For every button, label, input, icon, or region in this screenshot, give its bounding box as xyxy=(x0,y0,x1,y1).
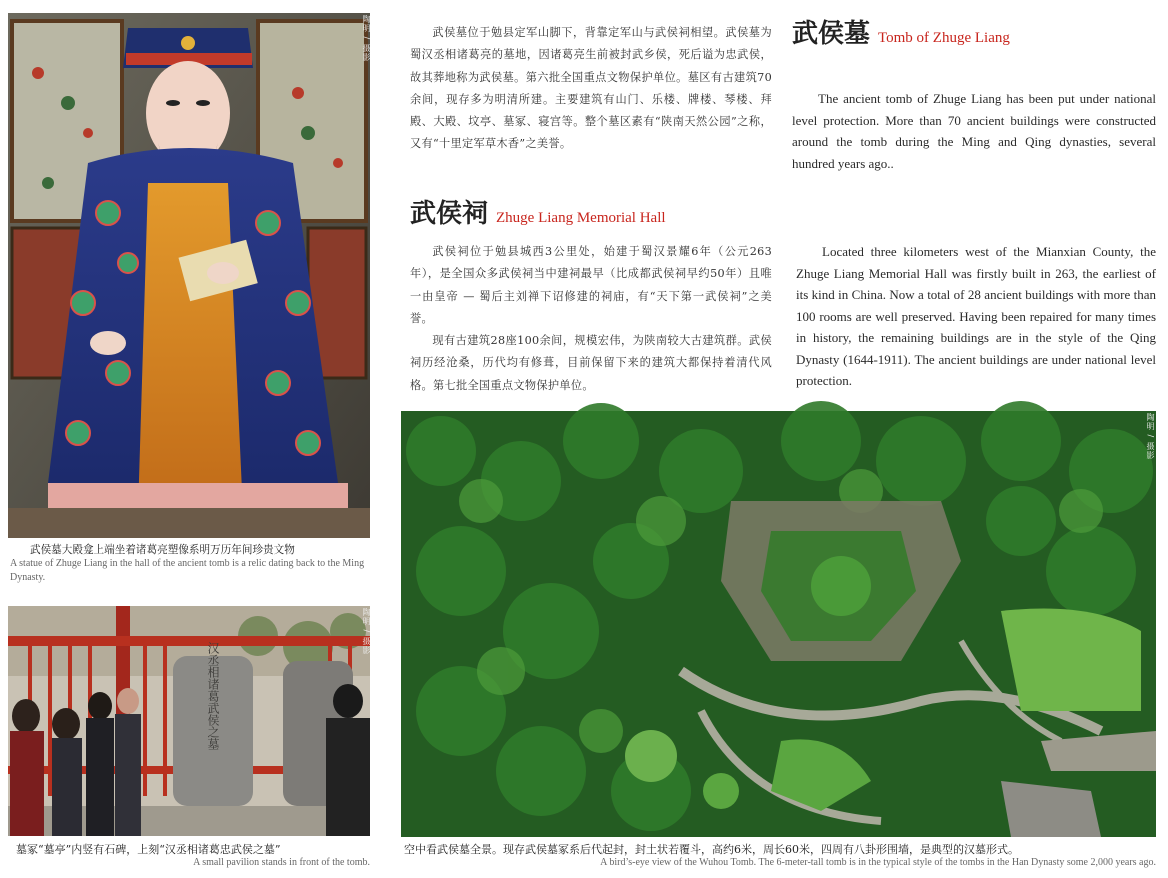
hall-paragraph-en: Located three kilometers west of the Mianxian County, the Zhuge Liang Memorial Hall was firstly built in 263, the earliest of its kind in China. Now a total of 28 ancient buildings with more than 100 rooms are well preserved. Having been repaired for many times in history, the remaining buildings are in the style of the Qing Dynasty (1644-1911). The ancient buildings are under national level protection. xyxy=(796,244,1156,388)
tomb-body-cn xyxy=(410,22,772,156)
statue-caption-en: A statue of Zhuge Liang in the hall of the ancient tomb is a relic dating back to the Ming Dynasty. xyxy=(10,558,365,583)
pavilion-photo-credit: 陶明 / 摄影 xyxy=(362,608,371,655)
aerial-photo xyxy=(401,411,1156,837)
statue-photo xyxy=(8,13,370,538)
aerial-photo-credit: 陶明 / 摄影 xyxy=(1146,413,1155,460)
hall-body-en xyxy=(796,241,1156,392)
tomb-paragraph-cn: 武侯墓位于勉县定军山脚下，背靠定军山与武侯祠相望。武侯墓为蜀汉丞相诸葛亮的墓地，因诸葛亮生前被封武乡侯，死后谥为忠武侯，故其葬地称为武侯墓。第六批全国重点文物保护单位。墓区有古建筑70余间，现存多为明清所建。主要建筑有山门、乐楼、牌楼、琴楼、拜殿、大殿、坟亭、墓冢、寝宫等。整个墓区素有“陕南天然公园”之称，又有“十里定军草木香”之美誉。 xyxy=(410,26,772,151)
pavilion-photo xyxy=(8,606,370,836)
pavilion-caption-en: A small pavilion stands in front of the tomb. xyxy=(193,857,370,868)
tomb-paragraph-en: The ancient tomb of Zhuge Liang has been put under national level protection. More than 70 ancient buildings were constructed around the tomb during the Ming and Qing dynasties, several hundred years ago.. xyxy=(792,91,1156,171)
tomb-title-en: Tomb of Zhuge Liang xyxy=(878,30,1010,46)
statue-caption-cn: 武侯墓大殿龛上端坐着诸葛亮塑像系明万历年间珍贵文物 xyxy=(30,544,295,556)
tomb-heading xyxy=(792,13,1010,50)
hall-paragraph-cn-1: 武侯祠位于勉县城西3公里处，始建于蜀汉景耀6年（公元263年），是全国众多武侯祠当中建祠最早（比成都武侯祠早约50年）且唯一由皇帝 — 蜀后主刘禅下诏修建的祠庙，有“天下第一武侯祠”之美誉。 xyxy=(410,245,772,325)
stele-inscription: 汉丞相诸葛武侯之墓 xyxy=(206,642,220,750)
hall-body-cn xyxy=(410,241,772,397)
hall-heading xyxy=(410,193,666,230)
pavilion-caption-cn: 墓冢“墓亭”内竖有石碑，上刻“汉丞相诸葛忠武侯之墓” xyxy=(16,843,281,856)
statue-photo-credit: 陶明 / 摄影 xyxy=(362,15,371,62)
tomb-title-cn: 武侯墓 xyxy=(792,19,871,49)
hall-title-cn: 武侯祠 xyxy=(410,199,489,229)
aerial-caption-en: A bird’s-eye view of the Wuhou Tomb. The 6-meter-tall tomb is in the typical style of the tombs in the Han Dynasty some 2,000 years ago. xyxy=(600,857,1156,868)
hall-paragraph-cn-2: 现有古建筑28座100余间，规模宏伟，为陕南较大古建筑群。武侯祠历经沧桑，历代均有修葺，目前保留下来的建筑大都保持着清代风格。第七批全国重点文物保护单位。 xyxy=(410,334,772,392)
hall-title-en: Zhuge Liang Memorial Hall xyxy=(496,210,666,226)
aerial-caption-cn: 空中看武侯墓全景。现存武侯墓冢系后代起封，封土状若覆斗，高约6米，周长60米，四周有八卦形围墙，是典型的汉墓形式。 xyxy=(404,843,1019,856)
tomb-body-en xyxy=(792,88,1156,174)
